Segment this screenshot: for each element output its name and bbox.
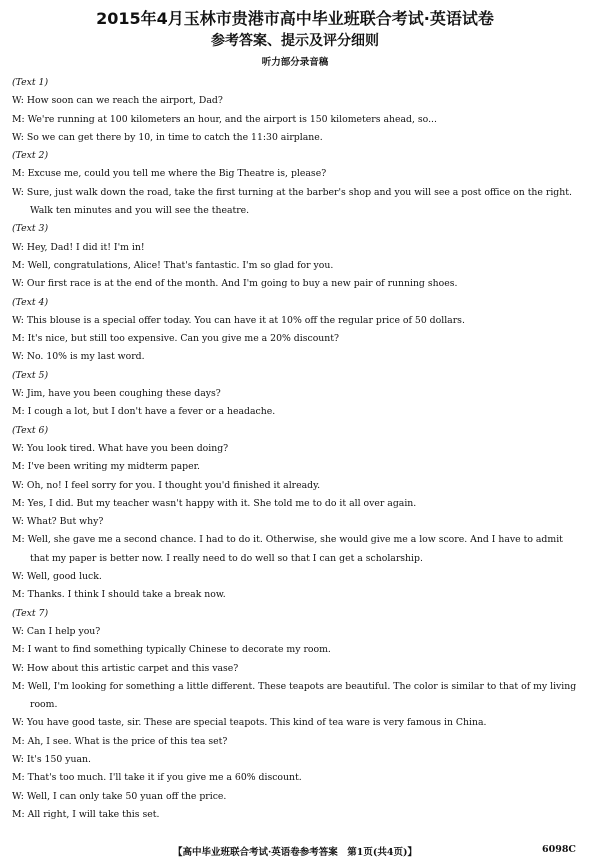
text-section-label: (Text 6) bbox=[12, 424, 49, 436]
speaker-label: W: bbox=[12, 442, 24, 454]
speaker-label: W: bbox=[12, 95, 24, 107]
dialogue-line bbox=[12, 769, 582, 787]
text-section-label: (Text 2) bbox=[12, 150, 49, 162]
dialogue-text: I want to find something typically Chinese to decorate my room. bbox=[27, 644, 331, 656]
page-subtitle: 参考答案、提示及评分细则 bbox=[211, 33, 379, 49]
speaker-label: W: bbox=[12, 571, 24, 583]
dialogue-line bbox=[12, 788, 582, 806]
dialogue-text: You have good taste, sir. These are special teapots. This kind of tea ware is very famous in China. bbox=[26, 717, 487, 729]
dialogue-text: I've been writing my midterm paper. bbox=[27, 461, 200, 473]
dialogue-line bbox=[12, 751, 582, 769]
dialogue-text: Well, I can only take 50 yuan off the price. bbox=[26, 790, 227, 802]
dialogue-text: All right, I will take this set. bbox=[27, 808, 160, 820]
dialogue-line bbox=[12, 660, 582, 678]
speaker-label: W: bbox=[12, 351, 24, 363]
speaker-label: M: bbox=[12, 772, 25, 784]
speaker-label: W: bbox=[12, 790, 24, 802]
dialogue-text: Our first race is at the end of the month. And I'm going to buy a new pair of running shoes. bbox=[26, 278, 458, 290]
dialogue-text: Well, congratulations, Alice! That's fantastic. I'm so glad for you. bbox=[27, 259, 334, 271]
speaker-label: W: bbox=[12, 131, 24, 143]
dialogue-text: Sure, just walk down the road, take the first turning at the barber's shop and you will see a post office on the right. Walk ten minutes and you will see the theatre. bbox=[26, 186, 572, 217]
dialogue-line bbox=[12, 495, 582, 513]
dialogue-text: Can I help you? bbox=[26, 625, 101, 637]
dialogue-line bbox=[12, 714, 582, 732]
dialogue-line bbox=[12, 312, 582, 330]
speaker-label: W: bbox=[12, 314, 24, 326]
dialogue-text: This blouse is a special offer today. You can have it at 10% off the regular price of 50 dollars. bbox=[26, 314, 465, 326]
dialogue-line bbox=[12, 184, 582, 221]
speaker-label: M: bbox=[12, 406, 25, 418]
dialogue-line bbox=[12, 385, 582, 403]
section-heading: 听力部分录音稿 bbox=[261, 57, 329, 68]
dialogue-line bbox=[12, 257, 582, 275]
dialogue-text: That's too much. I'll take it if you give me a 60% discount. bbox=[27, 772, 302, 784]
dialogue-line bbox=[12, 111, 582, 129]
speaker-label: W: bbox=[12, 717, 24, 729]
dialogue-text: How soon can we reach the airport, Dad? bbox=[26, 95, 223, 107]
dialogue-line bbox=[12, 275, 582, 293]
dialogue-text: Well, good luck. bbox=[26, 571, 102, 583]
dialogue-text: Well, I'm looking for something a little different. These teapots are beautiful. The color is similar to that of my living room. bbox=[27, 680, 577, 711]
footer-code: 6098C bbox=[541, 844, 576, 855]
dialogue-text: What? But why? bbox=[26, 516, 104, 528]
dialogue-text: Hey, Dad! I did it! I'm in! bbox=[26, 241, 145, 253]
dialogue-text: Jim, have you been coughing these days? bbox=[26, 388, 221, 400]
speaker-label: W: bbox=[12, 753, 24, 765]
dialogue-text: Thanks. I think I should take a break now. bbox=[27, 589, 226, 601]
dialogue-line bbox=[12, 513, 582, 531]
dialogue-text: Oh, no! I feel sorry for you. I thought you'd finished it already. bbox=[26, 479, 321, 491]
dialogue-text: How about this artistic carpet and this vase? bbox=[26, 662, 239, 674]
speaker-label: W: bbox=[12, 625, 24, 637]
footer-page-info: 【高中毕业班联合考试·英语卷参考答案 第1页(共4页)】 bbox=[172, 847, 418, 858]
dialogue-line bbox=[12, 403, 582, 421]
text-section-label: (Text 1) bbox=[12, 77, 49, 88]
dialogue-line bbox=[12, 531, 582, 568]
speaker-label: W: bbox=[12, 186, 24, 198]
speaker-label: M: bbox=[12, 644, 25, 656]
text-section-label: (Text 3) bbox=[12, 223, 49, 235]
speaker-label: W: bbox=[12, 516, 24, 528]
listening-transcript bbox=[12, 74, 582, 824]
dialogue-line bbox=[12, 348, 582, 366]
speaker-label: W: bbox=[12, 479, 24, 491]
dialogue-line bbox=[12, 239, 582, 257]
text-section-label: (Text 5) bbox=[12, 369, 49, 381]
speaker-label: W: bbox=[12, 388, 24, 400]
dialogue-line bbox=[12, 733, 582, 751]
dialogue-text: No. 10% is my last word. bbox=[26, 351, 145, 363]
dialogue-line bbox=[12, 330, 582, 348]
speaker-label: W: bbox=[12, 241, 24, 253]
page-title: 2015年4月玉林市贵港市高中毕业班联合考试·英语试卷 bbox=[96, 9, 494, 28]
speaker-label: M: bbox=[12, 461, 25, 473]
dialogue-line bbox=[12, 568, 582, 586]
dialogue-line bbox=[12, 440, 582, 458]
dialogue-text: Well, she gave me a second chance. I had to do it. Otherwise, she would give me a low score. And I have to admit that my paper is better now. I really need to do well so that I can get a scholarship. bbox=[27, 534, 563, 564]
speaker-label: M: bbox=[12, 168, 25, 180]
dialogue-text: You look tired. What have you been doing? bbox=[26, 442, 229, 454]
dialogue-text: We're running at 100 kilometers an hour, and the airport is 150 kilometers ahead, so... bbox=[27, 113, 437, 125]
dialogue-line bbox=[12, 678, 582, 715]
dialogue-text: I cough a lot, but I don't have a fever or a headache. bbox=[27, 406, 276, 418]
speaker-label: M: bbox=[12, 589, 25, 601]
dialogue-line bbox=[12, 477, 582, 495]
speaker-label: W: bbox=[12, 662, 24, 674]
dialogue-line bbox=[12, 165, 582, 183]
dialogue-line bbox=[12, 92, 582, 110]
text-section-label: (Text 4) bbox=[12, 296, 49, 308]
speaker-label: M: bbox=[12, 735, 25, 747]
text-section-label: (Text 7) bbox=[12, 607, 49, 619]
dialogue-text: It's nice, but still too expensive. Can you give me a 20% discount? bbox=[27, 333, 339, 345]
dialogue-line bbox=[12, 129, 582, 147]
speaker-label: M: bbox=[12, 680, 25, 692]
speaker-label: M: bbox=[12, 333, 25, 345]
dialogue-line bbox=[12, 458, 582, 476]
page-footer bbox=[0, 840, 590, 860]
dialogue-line bbox=[12, 806, 582, 824]
dialogue-text: Excuse me, could you tell me where the Big Theatre is, please? bbox=[27, 168, 327, 180]
dialogue-line bbox=[12, 586, 582, 604]
dialogue-text: Ah, I see. What is the price of this tea set? bbox=[27, 735, 228, 747]
speaker-label: M: bbox=[12, 497, 25, 509]
dialogue-text: Yes, I did. But my teacher wasn't happy with it. She told me to do it all over again. bbox=[27, 497, 417, 509]
dialogue-text: It's 150 yuan. bbox=[26, 753, 91, 765]
speaker-label: M: bbox=[12, 534, 25, 546]
speaker-label: M: bbox=[12, 808, 25, 820]
speaker-label: M: bbox=[12, 259, 25, 271]
speaker-label: W: bbox=[12, 278, 24, 290]
dialogue-line bbox=[12, 641, 582, 659]
dialogue-text: So we can get there by 10, in time to catch the 11:30 airplane. bbox=[26, 131, 323, 143]
dialogue-line bbox=[12, 623, 582, 641]
speaker-label: M: bbox=[12, 113, 25, 125]
